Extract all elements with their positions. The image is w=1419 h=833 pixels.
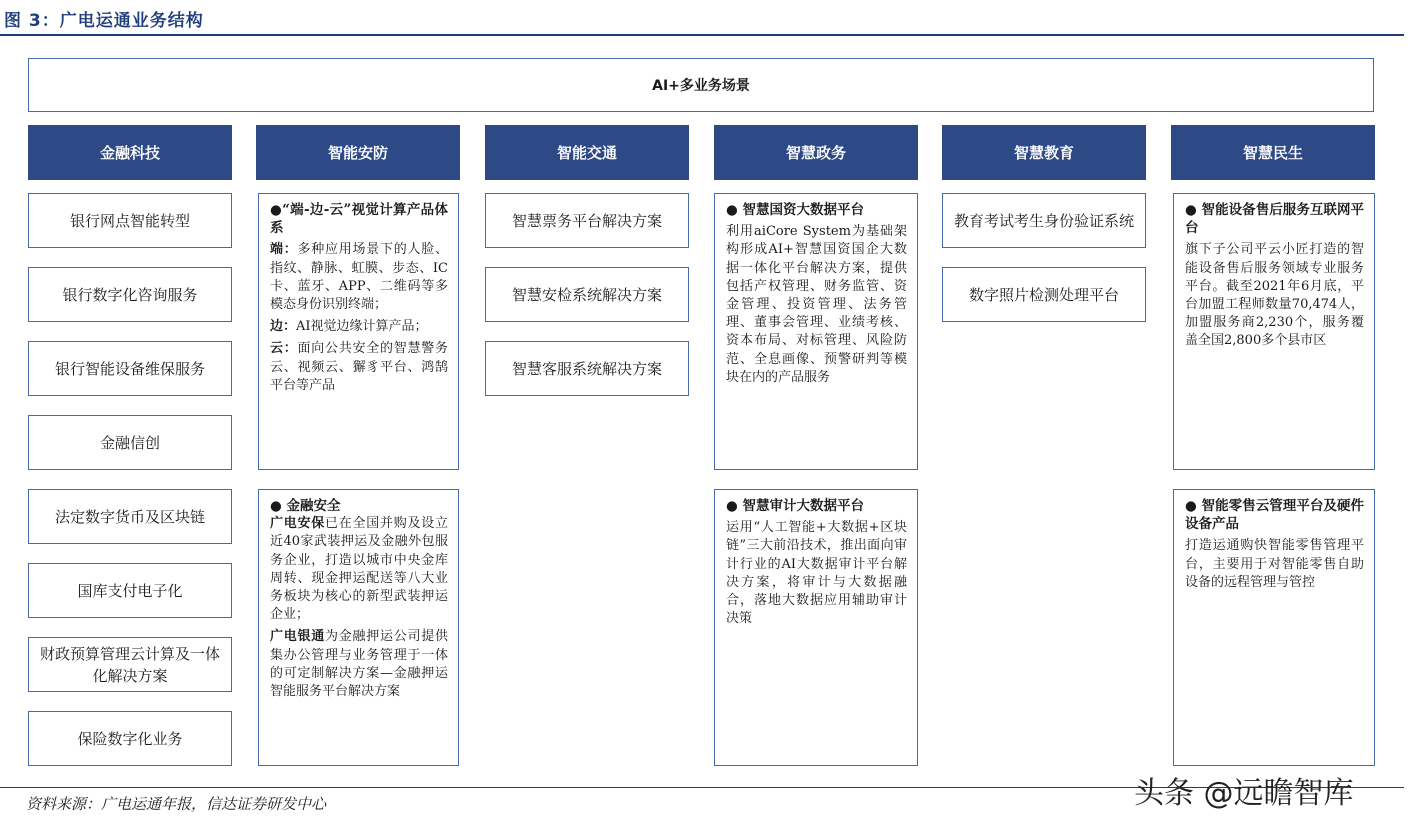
fintech-item-label: 财政预算管理云计算及一体化解决方案 [39, 644, 220, 685]
gov-audit-text: 运用“人工智能+大数据+区块链”三大前沿技术，推出面向审计行业的AI大数据审计平台解决方案，将审计与大数据融合，落地大数据应用辅助审计决策 [726, 520, 907, 627]
category-fintech: 金融科技 [28, 125, 232, 180]
gov-assets-box [714, 193, 918, 470]
security-vision-heading: ●“端-边-云”视觉计算产品体系 [270, 202, 448, 237]
fintech-item-label: 保险数字化业务 [77, 729, 183, 748]
fintech-item [28, 711, 232, 766]
category-security: 智能安防 [256, 125, 460, 180]
gov-assets-heading: ● 智慧国资大数据平台 [726, 202, 864, 218]
watermark: 头条 @远瞻智库 [1134, 776, 1354, 811]
security-bank-text: 为金融押运公司提供集办公管理与业务管理于一体的可定制解决方案—金融押运智能服务平台解决方案 [270, 629, 448, 700]
education-item-label: 数字照片检测处理平台 [968, 285, 1119, 304]
security-border-label: 边： [270, 319, 297, 335]
fintech-item-label: 银行网点智能转型 [69, 211, 190, 230]
traffic-item-label: 智慧票务平台解决方案 [511, 211, 662, 230]
source-note: 资料来源：广电运通年报，信达证券研发中心 [26, 795, 327, 813]
fintech-item-label: 银行智能设备维保服务 [54, 359, 205, 378]
gov-assets-text: 利用aiCore System为基础架构形成AI+智慧国资国企大数据一体化平台解决方案，提供包括产权管理、财务监管、资金管理、投资管理、法务管理、董事会管理、业绩考核、资本布局、对标管理、风险防范、全息画像、预警研判等模块在内的产品服务 [726, 224, 907, 385]
livelihood-retail-heading: ● 智能零售云管理平台及硬件设备产品 [1185, 498, 1364, 533]
figure-title: 图 3：广电运通业务结构 [4, 11, 204, 31]
livelihood-service-box [1173, 193, 1375, 470]
category-traffic: 智能交通 [485, 125, 689, 180]
security-finance-heading: ● 金融安全 [270, 498, 341, 514]
fintech-item-label: 银行数字化咨询服务 [62, 285, 198, 304]
gov-audit-heading: ● 智慧审计大数据平台 [726, 498, 864, 514]
livelihood-retail-text: 打造运通购快智能零售管理平台，主要用于对智能零售自助设备的远程管理与管控 [1185, 538, 1364, 590]
fintech-item [28, 193, 232, 248]
top-scenario-box [28, 58, 1374, 112]
fintech-item [28, 341, 232, 396]
fintech-item [28, 489, 232, 544]
security-guard-text: 已在全国并购及设立近40家武装押运及金融外包服务企业，打造以城市中央金库周转、现金押运配送等八大业务板块为核心的新型武装押运企业； [270, 516, 448, 623]
category-government: 智慧政务 [714, 125, 918, 180]
gov-audit-box [714, 489, 918, 766]
traffic-item-label: 智慧客服系统解决方案 [511, 359, 662, 378]
security-finance-box [258, 489, 459, 766]
title-divider [0, 34, 1404, 36]
security-edge-text: 多种应用场景下的人脸、指纹、静脉、虹膜、步态、IC卡、蓝牙、APP、二维码等多模态身份识别终端； [270, 242, 448, 313]
fintech-item [28, 415, 232, 470]
livelihood-retail-box [1173, 489, 1375, 766]
livelihood-service-heading: ● 智能设备售后服务互联网平台 [1185, 202, 1364, 237]
traffic-item [485, 267, 689, 322]
livelihood-service-text: 旗下子公司平云小匠打造的智能设备售后服务领域专业服务平台。截至2021年6月底，平台加盟工程师数量70,474人，加盟服务商2,230个，服务覆盖全国2,800多个县市区 [1185, 242, 1364, 349]
fintech-item-label: 法定数字货币及区块链 [54, 507, 205, 526]
fintech-item-label: 国库支付电子化 [77, 581, 183, 600]
security-edge-label: 端： [270, 242, 298, 258]
security-border-text: AI视觉边缘计算产品； [296, 319, 428, 335]
category-education: 智慧教育 [942, 125, 1146, 180]
top-scenario-label: AI+多业务场景 [652, 78, 750, 94]
education-item [942, 193, 1146, 248]
security-bank-label: 广电银通 [270, 629, 325, 645]
security-vision-box [258, 193, 459, 470]
traffic-item [485, 193, 689, 248]
education-item [942, 267, 1146, 322]
fintech-item-label: 金融信创 [99, 433, 160, 452]
fintech-item [28, 267, 232, 322]
security-cloud-text: 面向公共安全的智慧警务云、视频云、獬豸平台、鸿鹄平台等产品 [270, 341, 448, 393]
category-livelihood: 智慧民生 [1171, 125, 1375, 180]
security-guard-label: 广电安保 [270, 516, 325, 532]
traffic-item [485, 341, 689, 396]
security-cloud-label: 云： [270, 341, 298, 357]
traffic-item-label: 智慧安检系统解决方案 [511, 285, 662, 304]
education-item-label: 教育考试考生身份验证系统 [953, 211, 1134, 230]
fintech-item [28, 637, 232, 692]
fintech-item [28, 563, 232, 618]
